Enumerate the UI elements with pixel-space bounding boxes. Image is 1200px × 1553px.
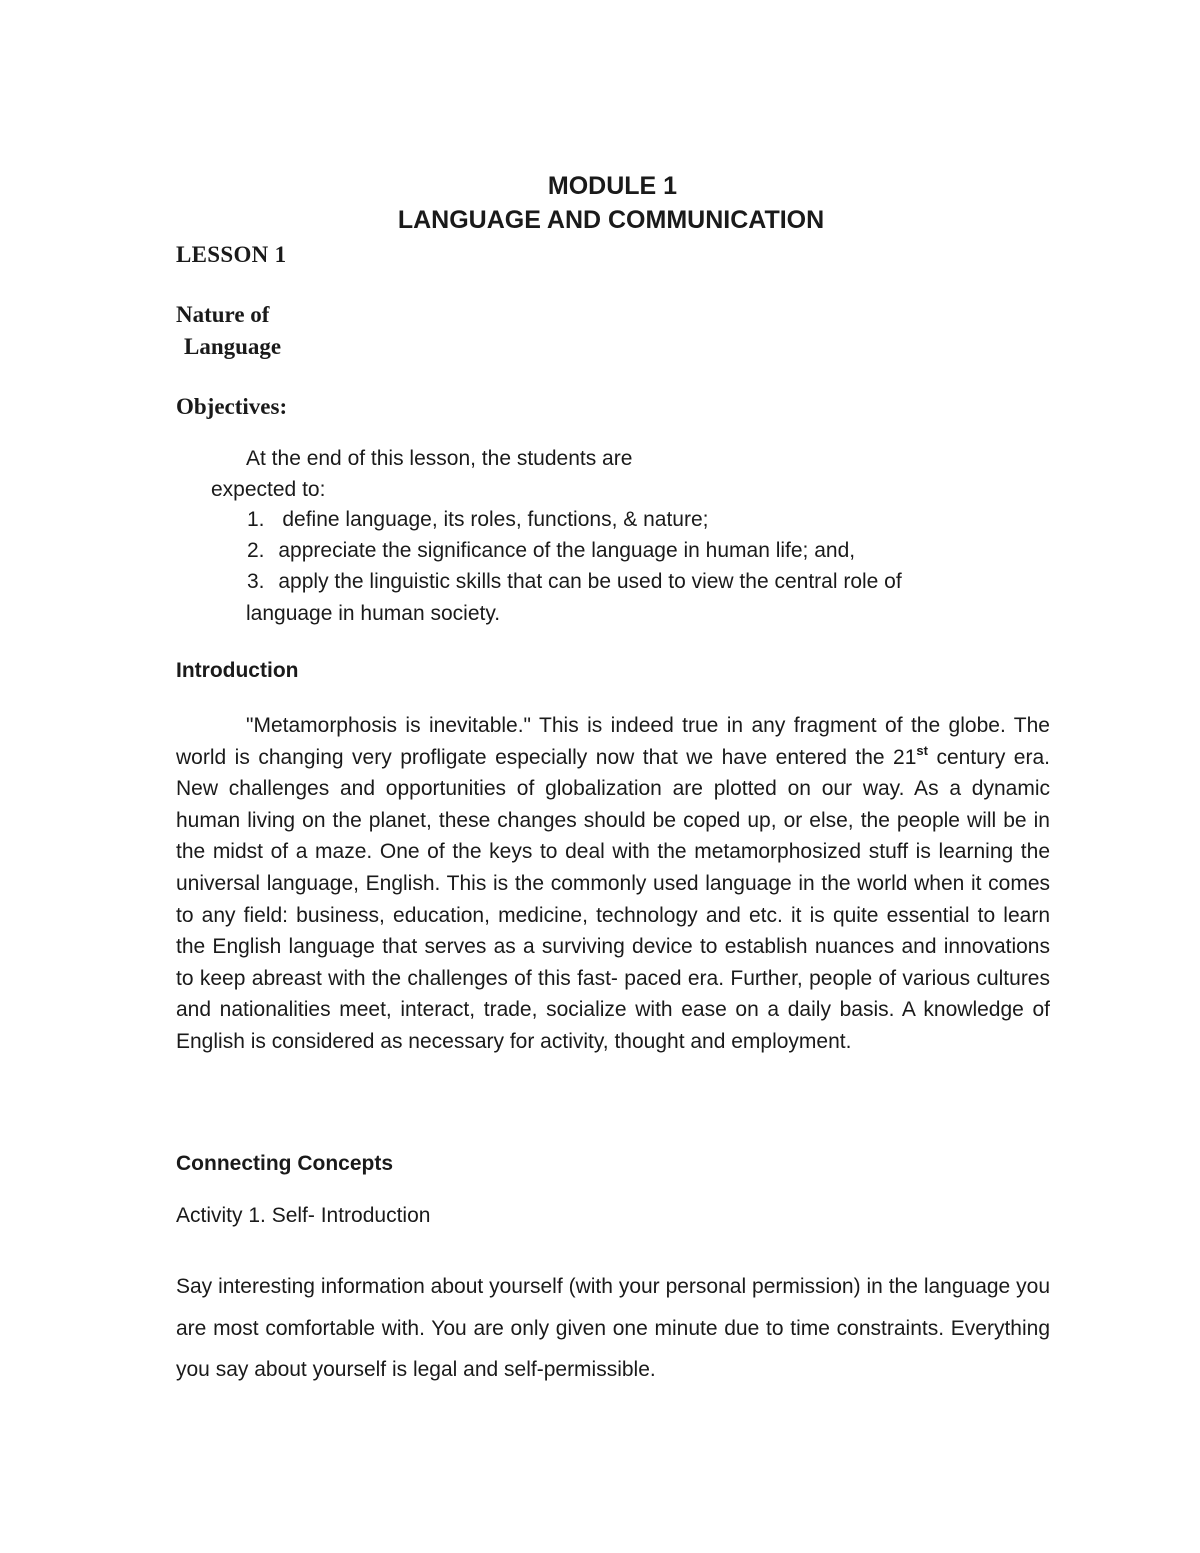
module-subtitle: LANGUAGE AND COMMUNICATION: [397, 206, 825, 234]
objective-item-2: [247, 537, 855, 565]
objectives-intro-line1: At the end of this lesson, the students are: [246, 447, 633, 470]
introduction-text-part2: century era. New challenges and opportunities of globalization are plotted on our way. As a dynamic human living on the planet, these changes should be coped up, or else, the people will be in the midst of a maze. One of the keys to deal with the metamorphosized stuff is learning the universal language, English. This is the commonly used language in the world when it comes to any field: business, education, medicine, technology and etc. it is quite essential to learn the English language that serves as a surviving device to establish nuances and innovations to keep abreast with the challenges of this fast- paced era. Further, people of various cultures and nationalities meet, interact, trade, socialize with ease on a daily basis. A knowledge of English is considered as necessary for activity, thought and employment.: [176, 745, 1050, 1053]
objective-item-1: [247, 506, 708, 534]
objectives-intro-line2: expected to:: [211, 478, 326, 501]
objectives-heading: Objectives:: [176, 394, 288, 419]
lesson-title-line1: Nature of: [176, 302, 270, 327]
connecting-concepts-heading: Connecting Concepts: [176, 1152, 394, 1175]
introduction-heading: Introduction: [176, 659, 299, 682]
lesson-label: LESSON 1: [176, 242, 287, 267]
activity-paragraph: Say interesting information about yourself (with your personal permission) in the language you are most comfortable with. You are only given one minute due to time constraints. Everything you say about yourself is legal and self-permissible.: [176, 1275, 1050, 1381]
objective-item-3: [247, 568, 902, 596]
introduction-paragraph: [176, 710, 1050, 1058]
lesson-title-line2: Language: [184, 334, 282, 359]
activity-title: Activity 1. Self- Introduction: [176, 1204, 431, 1227]
ordinal-superscript: st: [916, 742, 928, 758]
objective-number: 1.: [247, 508, 265, 531]
module-title: MODULE 1: [547, 172, 678, 200]
objective-text: define language, its roles, functions, & nature;: [282, 508, 709, 531]
objective-number: 2.: [247, 539, 265, 562]
introduction-text-part1: "Metamorphosis is inevitable." This is indeed true in any fragment of the globe. The world is changing very profligate especially now that we have entered the 21: [176, 714, 1050, 769]
objective-number: 3.: [247, 570, 265, 593]
objective-text: appreciate the significance of the language in human life; and,: [278, 539, 856, 562]
objective-item-3-continued: language in human society.: [246, 602, 501, 625]
objective-text: apply the linguistic skills that can be used to view the central role of: [278, 570, 902, 593]
